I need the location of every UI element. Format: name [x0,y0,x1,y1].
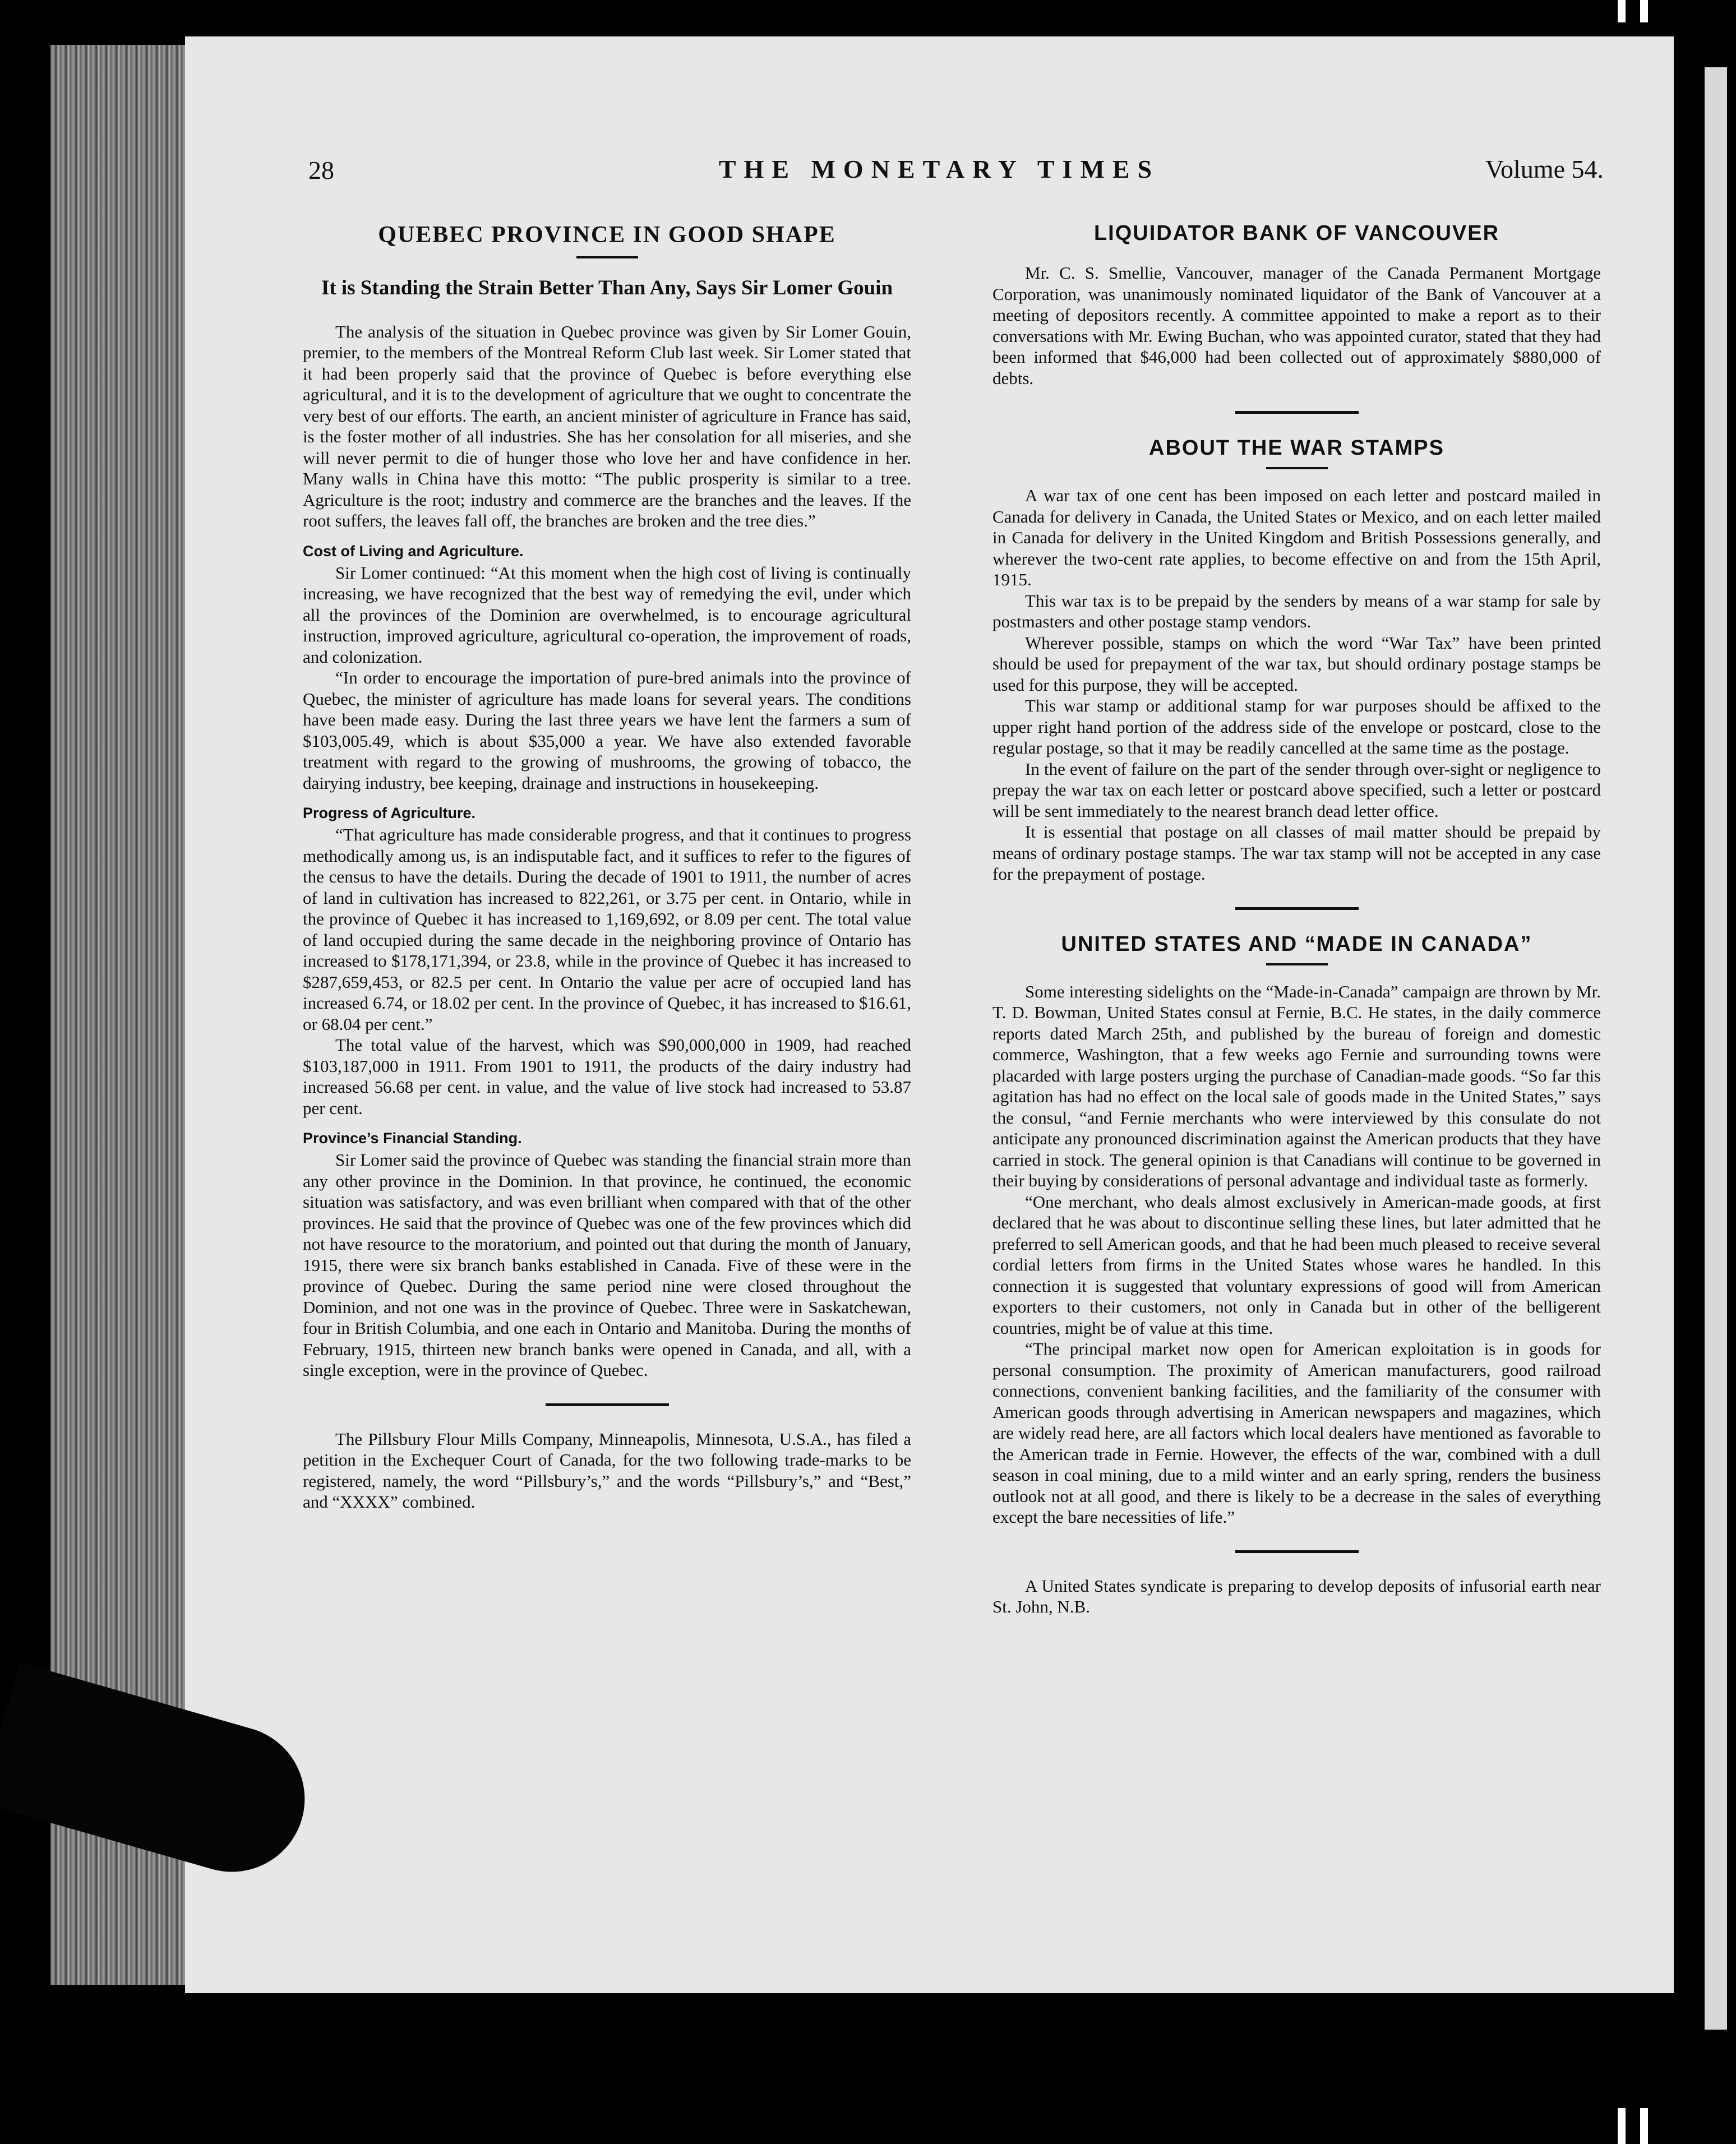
paragraph: In the event of failure on the part of the sender through over-sight or negligence to prepay the war tax on each letter or postcard above specified, such a letter or postcard will be sent immediately to the nearest branch dead letter office. [992,759,1601,821]
paragraph: The total value of the harvest, which was $90,000,000 in 1909, had reached $103,187,000 in 1911. From 1901 to 1911, the products of the dairy industry had increased 56.68 per cent. in value, and the value of live stock had increased to 53.87 per cent. [303,1035,911,1118]
paragraph: Sir Lomer continued: “At this moment when the high cost of living is continually increasing, we have recognized that the best way of remedying the evil, under which all the provinces of the Dominion are overwhelmed, is to encourage agricultural instruction, improved agriculture, agricultural co-operation, the improvement of roads, and colonization. [303,562,911,667]
article-headline-war-stamps: ABOUT THE WAR STAMPS [1149,436,1444,460]
publication-title: THE MONETARY TIMES [718,155,1160,183]
scan-mark-top-2 [1640,0,1648,22]
article-headline-liquidator: LIQUIDATOR BANK OF VANCOUVER [1093,221,1500,245]
volume-label: Volume 54. [1485,155,1604,183]
section-heading-progress: Progress of Agriculture. [303,805,476,822]
paragraph-pillsbury: The Pillsbury Flour Mills Company, Minneapolis, Minnesota, U.S.A., has filed a petition in the Exchequer Court of Canada, for the two following trade-marks to be registered, namely, the word “Pillsbury’s,” and the words “Pillsbury’s,” and “Best,” and “XXXX” combined. [303,1429,911,1512]
section-heading-financial: Province’s Financial Standing. [303,1130,522,1147]
headline-rule [1266,467,1328,469]
paragraph: “That agriculture has made considerable progress, and that it continues to progress methodically among us, is an indisputable fact, and it suffices to refer to the figures of the census to have the details. During the decade of 1901 to 1911, the number of acres of land in cultivation has increased to 822,261, or 3.75 per cent. in Ontario, while in the province of Quebec it has increased to 1,169,692, or 8.09 per cent. The total value of land occupied during the same decade in the neighboring province of Ontario has increased to $178,171,394, or 23.8, while in the province of Quebec it has increased to $287,659,453, or 82.5 per cent. In Ontario the value per acre of occupied land has increased 6.74, or 18.02 per cent. In the province of Quebec, it has increased to $16.61, or 68.04 per cent.” [303,825,911,1034]
left-column [303,221,911,1513]
paragraph: A war tax of one cent has been imposed on each letter and postcard mailed in Canada for delivery in Canada, the United States or Mexico, and on each letter mailed in Canada for delivery in the United Kingdom and British Possessions generally, and wherever the two-cent rate applies, to become effective on and from the 15th April, 1915. [992,486,1601,589]
right-column [992,221,1601,1618]
article-subhead-quebec: It is Standing the Strain Better Than Any, Says Sir Lomer Gouin [321,276,893,299]
scan-mark-bottom-1 [1618,2108,1626,2144]
paragraph: This war stamp or additional stamp for war purposes should be affixed to the upper right hand portion of the address side of the envelope or postcard, close to the regular postage, so that it may be readily cancelled at the same time as the postage. [992,696,1601,757]
section-heading-cost-of-living: Cost of Living and Agriculture. [303,542,524,560]
paragraph: “One merchant, who deals almost exclusively in American-made goods, at first declared that he was about to discontinue selling these lines, but later admitted that he preferred to sell American goods, and that he had been much pleased to receive several cordial letters from firms in the United States whose wares he handled. In this connection it is suggested that voluntary expressions of good will from American exporters to their customers, not only in Canada but in other of the belligerent countries, might be of value at this time. [992,1191,1601,1338]
section-divider [546,1403,669,1406]
article-headline-made-in-canada: UNITED STATES AND “MADE IN CANADA” [1061,932,1532,956]
paragraph: Wherever possible, stamps on which the word “War Tax” have been printed should be used for prepayment of the war tax, but should ordinary postage stamps be used for this purpose, they will be accepted. [992,632,1601,695]
paragraph-syndicate: A United States syndicate is preparing to develop deposits of infusorial earth near St. John, N.B. [992,1575,1601,1616]
headline-rule [1266,963,1328,965]
paragraph: Mr. C. S. Smellie, Vancouver, manager of the Canada Permanent Mortgage Corporation, was unanimously nominated liquidator of the Bank of Vancouver at a meeting of depositors recently. A committee appointed to make a report as to their conversations with Mr. Ewing Buchan, who was appointed curator, stated that they had been informed that $46,000 had been collected out of approximately $880,000 of debts. [992,263,1601,388]
headline-rule [576,256,638,258]
page-header [185,121,1693,184]
article-headline-quebec: QUEBEC PROVINCE IN GOOD SHAPE [378,222,836,248]
paragraph: This war tax is to be prepaid by the senders by means of a war stamp for sale by postmasters and other postage stamp vendors. [992,590,1601,631]
scan-mark-top-1 [1618,0,1626,22]
paragraph: The analysis of the situation in Quebec province was given by Sir Lomer Gouin, premier, to the members of the Montreal Reform Club last week. Sir Lomer stated that it had been properly said that the province of Quebec is before everything else agricultural, and it is to the development of agriculture that we ought to concentrate the very best of our efforts. The earth, an ancient minister of agriculture in France has said, is the foster mother of all industries. She has her consolation for all miseries, and she will never permit to die of hunger those who love her and have confidence in her. Many walls in China have this motto: “The public prosperity is similar to a tree. Agriculture is the root; industry and commerce are the branches and the leaves. If the root suffers, the leaves fall off, the branches are broken and the tree dies.” [303,321,911,531]
section-divider [1235,1550,1359,1553]
next-page-edge [1705,67,1727,2030]
section-divider [1235,411,1359,414]
paragraph: “The principal market now open for American exploitation is in goods for personal consumption. The proximity of American manufacturers, good railroad connections, convenient banking facilities, and the familiarity of the consumer with American goods through advertising in American newspapers and magazines, which are widely read here, are all factors which local dealers have mentioned as favorable to the American trade in Fernie. However, the effects of the war, combined with a dull season in coal mining, due to a mild winter and an early spring, renders the business outlook not at all good, and there is likely to be a decrease in the sales of everything except the bare necessities of life.” [992,1339,1601,1527]
section-divider [1235,907,1359,910]
paragraph: “In order to encourage the importation of pure-bred animals into the province of Quebec, the minister of agriculture has made loans for several years. The conditions have been made easy. During the last three years we have lent the farmers a sum of $103,005.49, which is about $35,000 a year. We have also extended favorable treatment with regard to the growing of mushrooms, the growing of tobacco, the dairying industry, bee keeping, drainage and instructions in housekeeping. [303,668,911,793]
page-number: 28 [308,156,334,184]
scan-mark-bottom-2 [1640,2108,1648,2144]
paragraph: Some interesting sidelights on the “Made-in-Canada” campaign are thrown by Mr. T. D. Bowman, United States consul at Fernie, B.C. He states, in the daily commerce reports dated March 25th, and published by the bureau of foreign and domestic commerce, Washington, that a few weeks ago Fernie and surrounding towns were placarded with large posters urging the purchase of Canadian-made goods. “So far this agitation has had no effect on the local sale of goods made in the United States,” says the consul, “and Fernie merchants who were interviewed by this consulate do not anticipate any pronounced discrimination against the American products that they have carried in stock. The general opinion is that Canadians will continue to be governed in their buying by considerations of personal advantage and individual taste as formerly. [992,981,1601,1190]
newspaper-page [185,36,1693,1993]
paragraph: It is essential that postage on all classes of mail matter should be prepaid by means of ordinary postage stamps. The war tax stamp will not be accepted in any case for the prepayment of postage. [992,822,1601,884]
paragraph: Sir Lomer said the province of Quebec was standing the financial strain more than any other province in the Dominion. In that province, he continued, the economic situation was satisfactory, and was even brilliant when compared with that of the other provinces. He said that the province of Quebec was one of the few provinces which did not have resource to the moratorium, and pointed out that during the month of January, 1915, there were six branch banks established in Canada. Five of these were in the province of Quebec. During the same period nine were closed throughout the Dominion, and not one was in the province of Quebec. Three were in Saskatchewan, four in British Columbia, and one each in Ontario and Manitoba. During the months of February, 1915, thirteen new branch banks were opened in Canada, and all, with a single exception, were in the province of Quebec. [303,1150,911,1380]
